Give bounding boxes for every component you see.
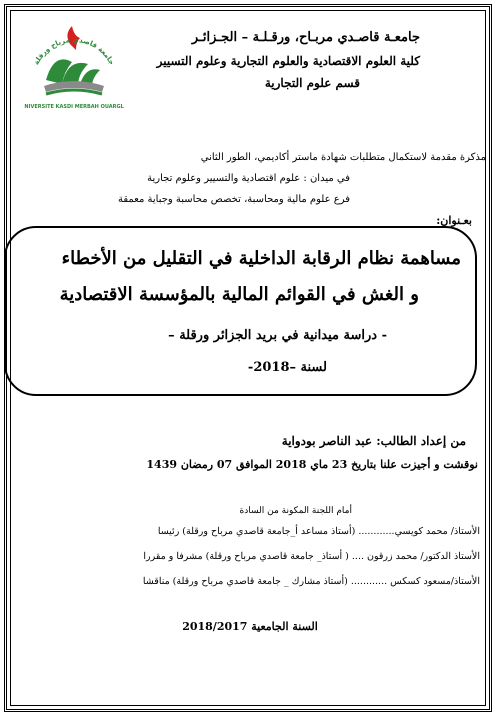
jury-member: الأستاذ الدكتور/ محمد زرقون .... ( أستاذ_ جامعة قاصدي مرباح ورقلة) مشرفا و مقررا (143, 551, 480, 562)
title-year: لسنة –2018- (247, 360, 327, 375)
university-seal-icon (24, 22, 124, 114)
academic-year: السنة الجامعية 2018/2017 (182, 620, 318, 633)
defense-date: نوقشت و أجيزت علنا بتاريخ 23 ماي 2018 الموافق 07 رمضان 1439 (146, 458, 478, 471)
logo-latin-text: UNIVERSITE KASDI MERBAH OUARGLA (24, 104, 124, 110)
student-name: من إعداد الطالب: عبد الناصر بودواية (281, 434, 466, 448)
faculty-name: كلية العلوم الاقتصادية والعلوم التجارية وعلوم التسيير (156, 54, 420, 68)
title-label: بعـنوان: (436, 214, 472, 227)
title-box (4, 226, 477, 396)
jury-member: الأستاذ/ محمد كويسي............ (أستاذ مساعد أ_جامعة قاصدي مرباح ورقلة) رئيسا (157, 526, 480, 537)
jury-member: الأستاذ/مسعود كسكس ............ (أستاذ مشارك _ جامعة قاصدي مرباح ورقلة) مناقشا (142, 576, 480, 587)
logo-arabic-text: جامعة قاصدي مرباح ورقلة (32, 35, 116, 67)
thesis-field: في ميدان : علوم اقتصادية والتسيير وعلوم تجارية (147, 173, 350, 184)
university-name: جامعـة قاصـدي مربـاح، ورقـلـة – الجـزائـر (191, 30, 420, 45)
subtitle-line: - دراسة ميدانية في بريد الجزائر ورقلة – (168, 328, 387, 343)
jury-heading: أمام اللجنة المكونة من السادة (239, 506, 352, 516)
thesis-specialty: فرع علوم مالية ومحاسبة، تخصص محاسبة وجباية معمقة (117, 194, 350, 205)
title-line-2: و الغش في القوائم المالية بالمؤسسة الاقتصادية (59, 284, 419, 305)
svg-text:جامعة قاصدي مرباح ورقلة (32, 36, 115, 66)
title-line-1: مساهمة نظام الرقابة الداخلية في التقليل من الأخطاء (61, 248, 461, 269)
department-name: قسم علوم التجارية (264, 76, 360, 90)
thesis-description: مذكرة مقدمة لاستكمال متطلبات شهادة ماستر أكاديمي، الطور الثاني (200, 152, 486, 163)
